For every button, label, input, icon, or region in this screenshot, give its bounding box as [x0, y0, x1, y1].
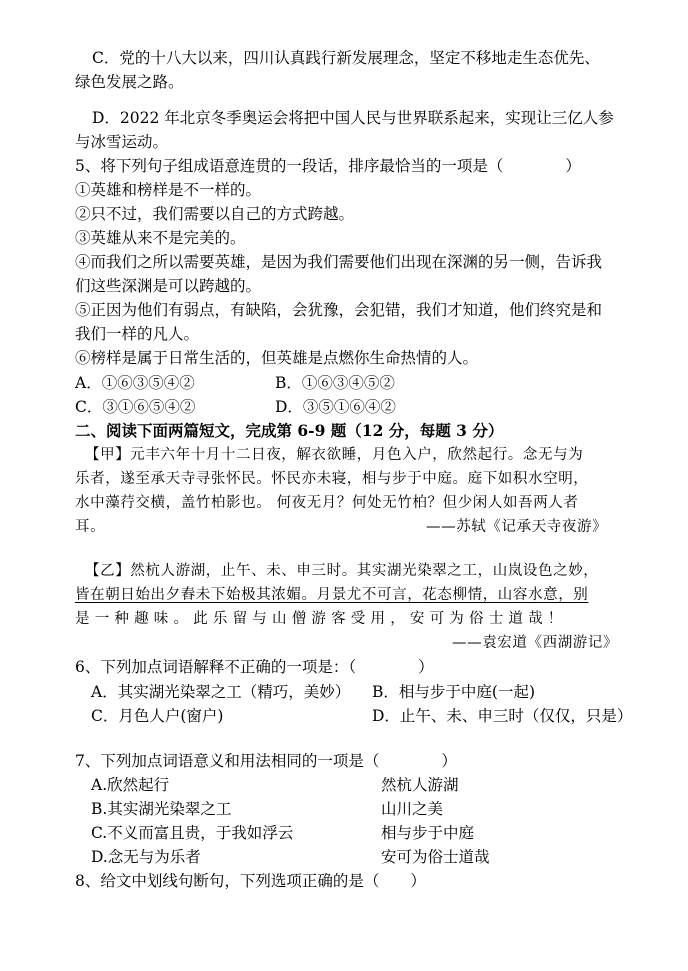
- sentence-5-line2: 我们一样的凡人。: [75, 325, 200, 343]
- passage-jia-source: ——苏轼《记承天寺夜游》: [426, 519, 608, 535]
- option-c-line1: C．党的十八大以来，四川认真践行新发展理念，坚定不移地走生态优先、: [92, 49, 600, 67]
- question-5: 5、将下列句子组成语意连贯的一段话，排序最恰当的一项是（ ）: [75, 157, 581, 175]
- q6-option-d: D．止午、未、申三时（仅仅，只是）: [372, 707, 633, 725]
- q5-option-d: D．③⑤①⑥④②: [275, 398, 396, 416]
- q6-option-a: A．其实湖光染翠之工（精巧，美妙）: [91, 683, 351, 701]
- question-8: 8、给文中划线句断句，下列选项正确的是（ ）: [75, 872, 426, 890]
- sentence-2: ②只不过，我们需要以自己的方式跨越。: [75, 205, 355, 223]
- passage-jia-line4: 耳。: [75, 519, 106, 535]
- sentence-5-line1: ⑤正因为他们有弱点，有缺陷，会犹豫，会犯错，我们才知道，他们终究是和: [75, 301, 603, 319]
- passage-yi-line2-underlined: 皆在朝日始出夕舂未下始极其浓媚。月景尤不可言，花态柳情，山容水意，别: [75, 587, 589, 603]
- passage-jia-line3: 水中藻荇交横，盖竹柏影也。 何夜无月？何处无竹柏？但少闲人如吾两人者: [75, 495, 579, 511]
- sentence-1: ①英雄和榜样是不一样的。: [75, 181, 262, 199]
- sentence-6: ⑥榜样是属于日常生活的，但英雄是点燃你生命热情的人。: [75, 349, 479, 367]
- sentence-3: ③英雄从来不是完美的。: [75, 229, 246, 247]
- option-d-line1: D．2022 年北京冬季奥运会将把中国人民与世界联系起来，实现让三亿人参: [92, 109, 614, 127]
- sentence-4-line1: ④而我们之所以需要英雄，是因为我们需要他们出现在深渊的另一侧，告诉我: [75, 253, 603, 271]
- q5-option-b: B．①⑥③④⑤②: [275, 374, 395, 392]
- sentence-4-line2: 们这些深渊是可以跨越的。: [75, 277, 262, 295]
- q6-option-c: C．月色人户(窗户): [91, 707, 224, 725]
- q7-option-b-right: 山川之美: [381, 800, 444, 818]
- q7-option-c-left: C.不义而富且贵，于我如浮云: [91, 824, 294, 842]
- question-7: 7、下列加点词语意义和用法相同的一项是（ ）: [75, 752, 457, 770]
- q5-option-a: A．①⑥③⑤④②: [75, 374, 195, 392]
- passage-yi-line3: 是一种趣味。此乐留与山僧游客受用，安可为俗士道哉！: [75, 611, 568, 627]
- q7-option-c-right: 相与步于中庭: [381, 824, 475, 842]
- option-d-line2: 与冰雪运动。: [75, 133, 169, 151]
- q7-option-b-left: B.其实湖光染翠之工: [91, 800, 232, 818]
- q7-option-a-right: 然杭人游湖: [381, 776, 459, 794]
- q7-option-a-left: A.欣然起行: [91, 776, 170, 794]
- option-c-line2: 绿色发展之路。: [75, 73, 184, 91]
- q7-option-d-left: D.念无与为乐者: [91, 848, 201, 866]
- section-2-heading: 二、阅读下面两篇短文，完成第 6-9 题（12 分，每题 3 分）: [75, 421, 504, 440]
- passage-yi-line1: 【乙】然杭人游湖，止午、未、申三时。其实湖光染翠之工，山岚设色之妙，: [85, 563, 599, 579]
- passage-jia-line2: 乐者，遂至承天寺寻张怀民。怀民亦未寝，相与步于中庭。庭下如积水空明，: [75, 471, 589, 487]
- question-6: 6、下列加点词语解释不正确的一项是：（ ）: [75, 658, 434, 676]
- q6-option-b: B．相与步于中庭(一起): [372, 683, 535, 701]
- q5-option-c: C．③①⑥⑤④②: [75, 398, 196, 416]
- passage-jia-line1: 【甲】元丰六年十月十二日夜，解衣欲睡，月色入户，欣然起行。念无与为: [85, 447, 584, 463]
- passage-yi-source: ——袁宏道《西湖游记》: [452, 635, 619, 651]
- q7-option-d-right: 安可为俗士道哉: [381, 848, 490, 866]
